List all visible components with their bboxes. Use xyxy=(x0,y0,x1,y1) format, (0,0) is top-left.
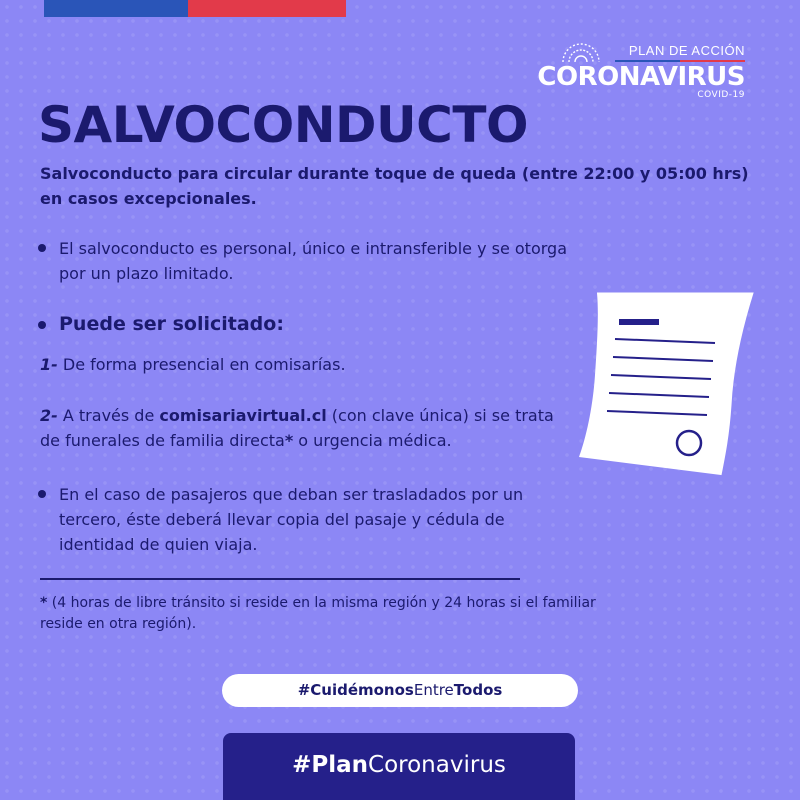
numbered-item-2 xyxy=(40,403,560,453)
footnote-star: * xyxy=(40,595,48,611)
plan-part2: Coronavirus xyxy=(368,752,506,778)
item-number: 2- xyxy=(40,406,58,425)
comisaria-link[interactable]: comisariavirtual.cl xyxy=(159,406,327,425)
plan-part1: #Plan xyxy=(292,752,369,778)
footnote xyxy=(40,593,600,635)
item-number: 1- xyxy=(40,355,58,374)
bullet-dot xyxy=(38,244,46,252)
bullet-dot xyxy=(38,321,46,329)
item-text: De forma presencial en comisarías. xyxy=(62,355,346,374)
logo-sub-text: COVID-19 xyxy=(697,90,745,100)
plan-coronavirus-bar xyxy=(223,733,575,800)
bullet-item-personal xyxy=(38,236,598,286)
bullet-item-pasajeros xyxy=(38,482,578,557)
bullet-text: En el caso de pasajeros que deban ser trasladados por un tercero, éste deberá llevar copia del pasaje y cédula de identidad de quien viaja. xyxy=(59,485,524,554)
divider xyxy=(40,578,520,580)
numbered-item-1 xyxy=(40,352,540,377)
bullet-dot xyxy=(38,490,46,498)
footnote-text: (4 horas de libre tránsito si reside en la misma región y 24 horas si el familiar reside en otra región). xyxy=(40,595,596,632)
plan-logo xyxy=(537,40,745,100)
page-title: SALVOCONDUCTO xyxy=(38,96,528,154)
item-star: * xyxy=(284,431,294,450)
hashtag-pill xyxy=(222,674,578,707)
item-text-post: (con clave única) si se trata de funerales de familia directa xyxy=(40,406,554,450)
hashtag-part2: Entre xyxy=(413,681,454,699)
section-heading xyxy=(38,313,538,335)
logo-main-text: CORONAVIRUS xyxy=(537,62,745,92)
flag-stripe-red xyxy=(188,0,346,17)
bullet-text: El salvoconducto es personal, único e intransferible y se otorga por un plazo limitado. xyxy=(59,239,567,283)
page-subtitle: Salvoconducto para circular durante toque de queda (entre 22:00 y 05:00 hrs) en casos excepcionales. xyxy=(40,164,749,208)
document-icon xyxy=(575,285,755,485)
flag-stripe-blue xyxy=(44,0,188,17)
item-text-pre: A través de xyxy=(62,406,155,425)
hashtag-part1: #Cuidémonos xyxy=(297,681,414,699)
emblem-icon xyxy=(557,40,605,64)
logo-top-text: PLAN DE ACCIÓN xyxy=(628,43,745,58)
item-text-end: o urgencia médica. xyxy=(298,431,452,450)
hashtag-part3: Todos xyxy=(453,681,503,699)
heading-text: Puede ser solicitado: xyxy=(59,313,284,335)
